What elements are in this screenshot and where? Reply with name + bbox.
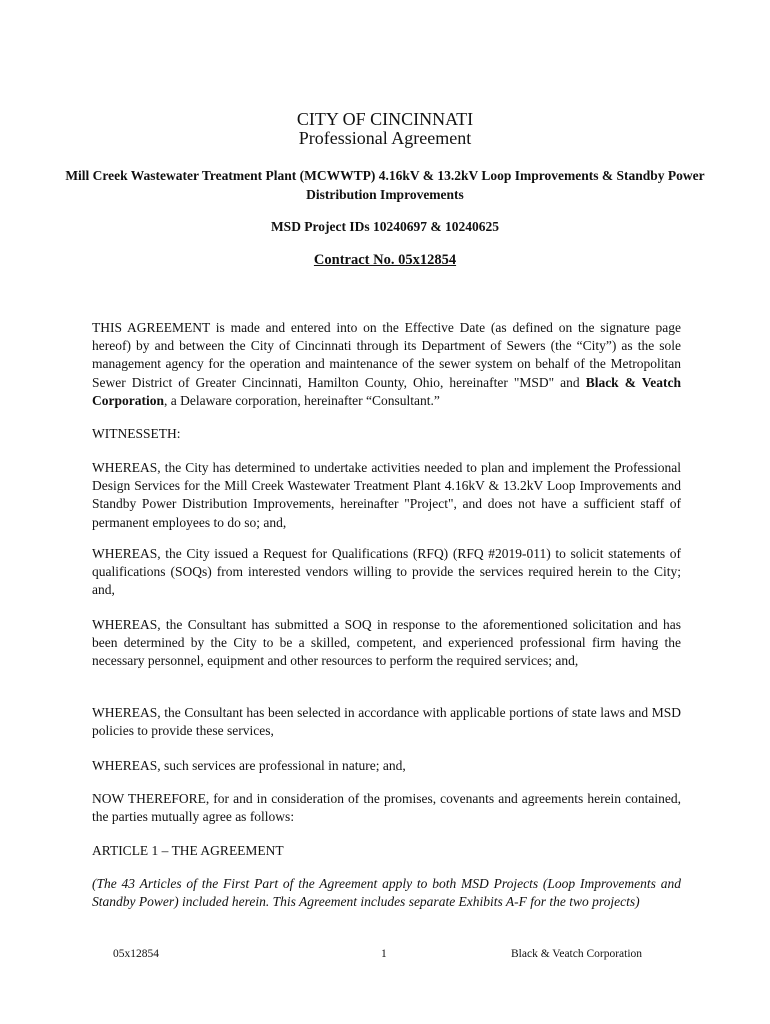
footer-company: Black & Veatch Corporation (511, 948, 643, 960)
project-ids: MSD Project IDs 10240697 & 10240625 (270, 219, 500, 234)
whereas-paragraph-4: WHEREAS, the Consultant has been selected in accordance with applicable portions of state laws and MSD policies to provide these services, (92, 705, 681, 739)
contract-number (0, 252, 770, 269)
article-1-heading: ARTICLE 1 – THE AGREEMENT (92, 843, 284, 858)
contract-number-text: Contract No. 05x12854 (313, 252, 457, 268)
whereas-paragraph-2: WHEREAS, the City issued a Request for Qualifications (RFQ) (RFQ #2019-011) to solicit statements of qualifications (SOQs) from interested vendors willing to provide the services required herein to the City; and, (92, 546, 681, 598)
consultant-name: Black & Veatch Corporation (92, 374, 681, 408)
article-1-note: (The 43 Articles of the First Part of the Agreement apply to both MSD Projects (Loop Improvements and Standby Power) included herein. This Agreement includes separate Exhibits A-F for the two projects) (92, 876, 681, 910)
whereas-paragraph-3: WHEREAS, the Consultant has submitted a SOQ in response to the aforementioned solicitation and has been determined by the City to be a skilled, competent, and experienced professional firm having the necessary personnel, equipment and other resources to perform the required services; and, (92, 617, 681, 669)
intro-text-start: THIS AGREEMENT is made and entered into on the Effective Date (as defined on the signature page hereof) by and between the City of Cincinnati through its Department of Sewers (the “City”) as the sole management agency for the operation and maintenance of the sewer system on behalf of the Metropolitan Sewer District of Greater Cincinnati, Hamilton County, Ohio, hereinafter "MSD" and (92, 320, 681, 390)
footer-contract-ref: 05x12854 (113, 948, 159, 960)
intro-paragraph (92, 319, 681, 410)
witnesseth-paragraph: WITNESSETH: (92, 426, 181, 441)
now-therefore-paragraph: NOW THEREFORE, for and in consideration of the promises, covenants and agreements herein contained, the parties mutually agree as follows: (92, 791, 681, 825)
city-heading: CITY OF CINCINNATI (296, 109, 474, 129)
intro-text-end: , a Delaware corporation, hereinafter “Consultant.” (164, 392, 440, 408)
project-title: Mill Creek Wastewater Treatment Plant (MCWWTP) 4.16kV & 13.2kV Loop Improvements & Standby Power Distribution Improvements (65, 168, 705, 202)
whereas-paragraph-5: WHEREAS, such services are professional in nature; and, (92, 758, 406, 773)
agreement-type-heading: Professional Agreement (298, 128, 472, 148)
footer-page-number: 1 (381, 948, 387, 960)
whereas-paragraph-1: WHEREAS, the City has determined to undertake activities needed to plan and implement the Professional Design Services for the Mill Creek Wastewater Treatment Plant 4.16kV & 13.2kV Loop Improvements and Standby Power Distribution Improvements, hereinafter "Project", and does not have a sufficient staff of permanent employees to do so; and, (92, 460, 681, 530)
